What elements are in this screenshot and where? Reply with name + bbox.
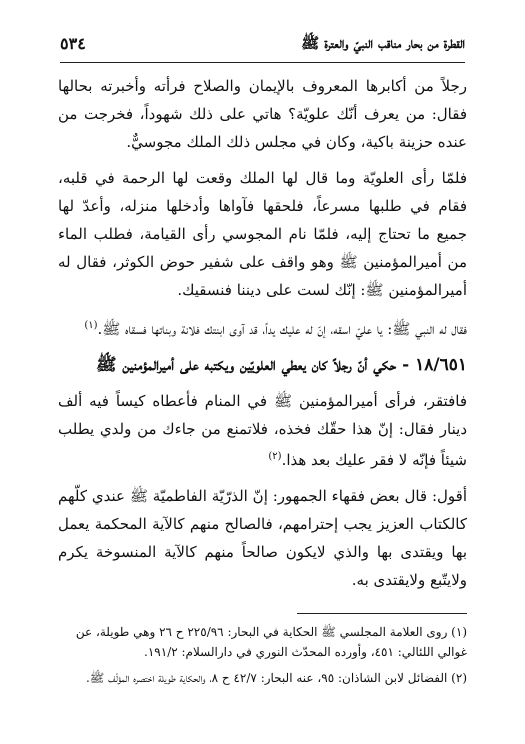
footnote-ref-1[interactable]: (١) xyxy=(84,320,98,331)
paragraph-4 xyxy=(58,387,467,474)
paragraph-5: أقول: قال بعض فقهاء الجمهور: إنّ الذرّيّة الفاطميّة ﷺ عندي كلّهم كالكتاب العزيز يجب إحترامهم، فالصالح منهم كالآية المحكمة يعمل بها ويقتدى بها والذي لايكون صالحاً منهم كالآية المنسوخة يكرم ولايتّبع ولايقتدى به. xyxy=(58,487,467,589)
page-number: ٥٣٤ xyxy=(60,34,86,53)
paragraph-3 xyxy=(58,312,467,343)
page-body xyxy=(58,72,467,602)
footnote-rule xyxy=(297,613,467,614)
running-title: القطرة من بحار مناقب النبيّ والعترة ﷺ xyxy=(301,34,465,52)
paragraph-1: رجلاً من أكابرها المعروف بالإيمان والصلاح فرأته وأخبرته بحالها فقال: من يعرف أنّك علويّة؟ هاتي على ذلك شهوداً، فخرجت من عنده حزينة باكية، وكان في مجلس ذلك الملك مجوسيٌّ. xyxy=(58,77,467,151)
footnote-2: (٢) الفضائل لابن الشاذان: ٩٥، عنه البحار: ٤٢/٧ ح ٨، والحكاية طويلة اختصره المؤلّف ﷺ. xyxy=(85,671,467,685)
footnotes xyxy=(58,622,467,694)
footnote-ref-2[interactable]: (٢) xyxy=(268,451,282,462)
paragraph-2: فلمّا رأى العلويّة وما قال لها الملك وقعت لها الرحمة في قلبه، فقام في طلبها مسرعاً، فلحقها فآواها وأدخلها منزله، وأعدّ لها جميع ما تحتاج إليه، فلمّا نام المجوسي رأى القيامة، فطلب الماء من أميرالمؤمنين ﷺ وهو واقف على شفير حوض الكوثر، فقال له أميرالمؤمنين ﷺ: إنّك لست على ديننا فنسقيك. xyxy=(58,169,467,299)
paragraph-4-text: فافتقر، فرأى أميرالمؤمنين ﷺ في المنام فأعطاه كيساً فيه ألف دينار فقال: إنّ هذا حقّك فخذه، فلاتمنع من جاءك من ولدي يطلب شيئاً فإنّه لا فقر عليك بعد هذا. xyxy=(58,392,467,469)
footnote-1: (١) روى العلامة المجلسي ﷺ الحكاية في البحار: ٢٢٥/٩٦ ح ٢٦ وهي طويلة، عن غوالي اللئالي: ٤٥١، وأورده المحدّث النوري في دارالسلام: ١٩١/٢. xyxy=(75,625,467,659)
page-header xyxy=(60,30,465,60)
hadith-heading: ١٨/٦٥١ - حكي أنّ رجلاً كان يعطي العلويّين ويكتبه على أميرالمؤمنين ﷺ xyxy=(95,355,467,375)
paragraph-3-text: فقال له النبي ﷺ: يا عليّ اسقه، إنّ له عليك يداً، قد آوى ابنتك فلانة وبناتها فسقاه ﷺ. xyxy=(97,320,467,338)
header-rule xyxy=(60,62,465,63)
